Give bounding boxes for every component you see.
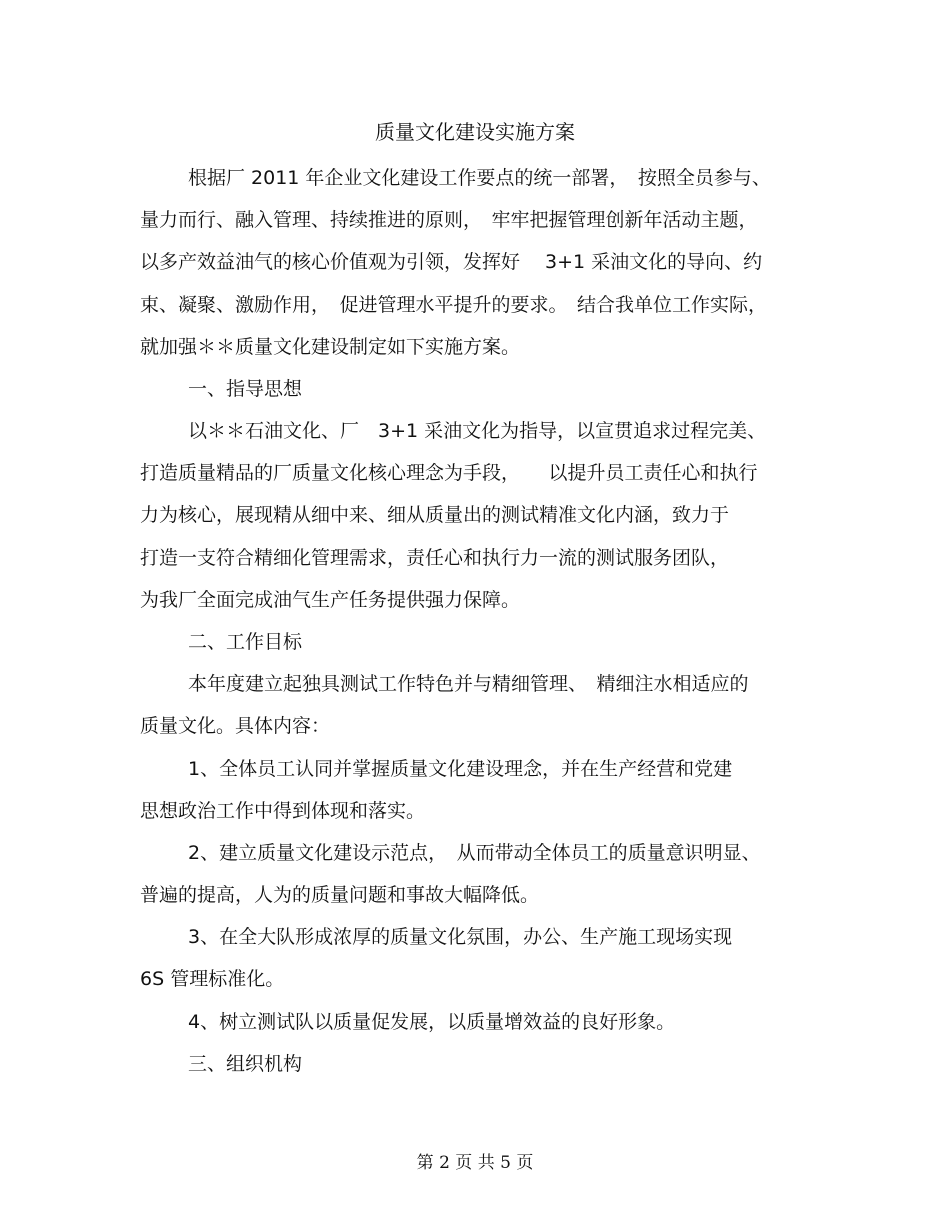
list-item-line: 普遍的提高，人为的质量问题和事故大幅降低。 (140, 884, 540, 906)
paragraph-line: 质量文化。具体内容： (140, 715, 331, 737)
paragraph-line: 就加强＊＊质量文化建设制定如下实施方案。 (140, 336, 521, 358)
document-title: 质量文化建设实施方案 (375, 120, 575, 144)
list-item-line: 6S 管理标准化。 (140, 968, 285, 990)
list-item-line: 4、树立测试队以质量促发展，以质量增效益的良好形象。 (188, 1011, 676, 1033)
section-heading: 二、工作目标 (188, 631, 303, 653)
section-heading: 一、指导思想 (188, 378, 303, 400)
list-item-line: 2、建立质量文化建设示范点， 从而带动全体员工的质量意识明显、 (188, 842, 761, 864)
paragraph-line: 以多产效益油气的核心价值观为引领，发挥好 3+1 采油文化的导向、约 (140, 251, 763, 273)
list-item-line: 3、在全大队形成浓厚的质量文化氛围，办公、生产施工现场实现 (188, 926, 733, 948)
paragraph-line: 打造一支符合精细化管理需求，责任心和执行力一流的测试服务团队， (140, 547, 730, 569)
section-heading: 三、组织机构 (188, 1053, 303, 1075)
page-number: 第 2 页 共 5 页 (416, 1153, 534, 1173)
paragraph-line: 打造质量精品的厂质量文化核心理念为手段， 以提升员工责任心和执行 (140, 462, 758, 484)
paragraph-line: 力为核心，展现精从细中来、细从质量出的测试精准文化内涵，致力于 (140, 504, 730, 526)
paragraph-line: 为我厂全面完成油气生产任务提供强力保障。 (140, 589, 521, 611)
paragraph-line: 根据厂 2011 年企业文化建设工作要点的统一部署， 按照全员参与、 (188, 167, 771, 189)
list-item-line: 思想政治工作中得到体现和落实。 (140, 800, 426, 822)
paragraph-line: 本年度建立起独具测试工作特色并与精细管理、 精细注水相适应的 (188, 673, 749, 695)
paragraph-line: 量力而行、融入管理、持续推进的原则， 牢牢把握管理创新年活动主题， (140, 209, 758, 231)
paragraph-line: 束、凝聚、激励作用， 促进管理水平提升的要求。 结合我单位工作实际， (140, 294, 768, 316)
paragraph-line: 以＊＊石油文化、厂 3+1 采油文化为指导，以宣贯追求过程完美、 (188, 420, 767, 442)
list-item-line: 1、全体员工认同并掌握质量文化建设理念，并在生产经营和党建 (188, 758, 733, 780)
